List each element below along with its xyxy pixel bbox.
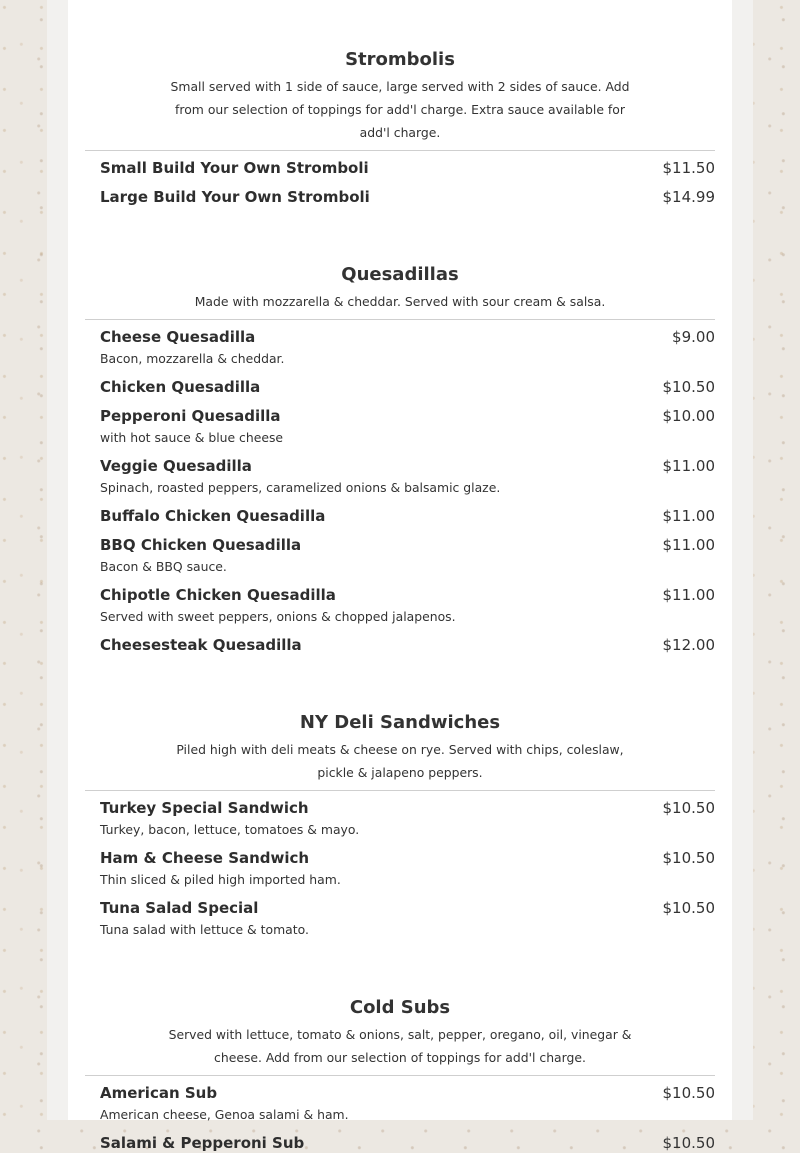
menu-item-row [100,506,715,526]
menu-item-name: Salami & Pepperoni Sub [100,1134,305,1152]
menu-item-description: Thin sliced & piled high imported ham. [100,872,341,887]
section-divider [85,1075,715,1076]
menu-item-description: Bacon & BBQ sauce. [100,559,227,574]
menu-item [100,406,715,446]
menu-item-row [100,635,715,655]
menu-item [100,187,715,207]
section-description: Small served with 1 side of sauce, large served with 2 sides of sauce. Add from our selection of toppings for add'l charge. Extra sauce available for add'l charge. [170,79,630,140]
menu-item-list [68,1083,732,1153]
menu-item-description: Served with sweet peppers, onions & chopped jalapenos. [100,609,456,624]
menu-item-name: Pepperoni Quesadilla [100,407,281,425]
menu-item-name: Chipotle Chicken Quesadilla [100,586,336,604]
menu-item [100,798,715,838]
menu-item-name: Cheese Quesadilla [100,328,256,346]
menu-item-price: $12.00 [662,636,715,654]
menu-item [100,635,715,655]
menu-item-price: $11.00 [662,536,715,554]
menu-item-row [100,1133,715,1153]
menu-item-name: American Sub [100,1084,218,1102]
menu-item-description: Turkey, bacon, lettuce, tomatoes & mayo. [100,822,360,837]
menu-item-price: $11.00 [662,457,715,475]
menu-item-name: Cheesesteak Quesadilla [100,636,302,654]
menu-item-description: with hot sauce & blue cheese [100,430,284,445]
menu-item [100,327,715,367]
menu-item-price: $10.50 [662,1134,715,1152]
menu-item-price: $11.00 [662,507,715,525]
section-description: Served with lettuce, tomato & onions, salt, pepper, oregano, oil, vinegar & cheese. Add from our selection of toppings for add'l charge. [168,1027,632,1065]
menu-item-price: $9.00 [672,328,715,346]
menu-item [100,898,715,938]
menu-item-row [100,798,715,818]
menu-item-price: $10.50 [662,378,715,396]
menu-item-row [100,377,715,397]
menu-item [100,848,715,888]
menu-item-description: American cheese, Genoa salami & ham. [100,1107,349,1122]
section-description: Made with mozzarella & cheddar. Served with sour cream & salsa. [194,294,606,309]
section-divider [85,150,715,151]
menu-item-description: Bacon, mozzarella & cheddar. [100,351,285,366]
section-title: Strombolis [345,49,455,70]
menu-item-price: $10.50 [662,849,715,867]
section-divider [85,319,715,320]
menu-section [68,48,732,207]
menu-item-list [68,158,732,207]
menu-item-row [100,327,715,347]
menu-item-price: $10.50 [662,1084,715,1102]
menu-item-row [100,187,715,207]
menu-item-row [100,456,715,476]
menu-item-description: Spinach, roasted peppers, caramelized onions & balsamic glaze. [100,480,501,495]
menu-item-row [100,848,715,868]
menu-section [68,996,732,1153]
menu-item-price: $10.50 [662,899,715,917]
menu-page [68,0,732,1152]
menu-item [100,158,715,178]
menu-item [100,535,715,575]
menu-item [100,377,715,397]
menu-item-name: Ham & Cheese Sandwich [100,849,310,867]
menu-item-name: Turkey Special Sandwich [100,799,309,817]
section-description: Piled high with deli meats & cheese on rye. Served with chips, coleslaw, pickle & jalapeno peppers. [176,742,624,780]
menu-item-row [100,898,715,918]
menu-section [68,711,732,938]
menu-item-row [100,535,715,555]
menu-item-description: Tuna salad with lettuce & tomato. [100,922,309,937]
menu-item-price: $10.00 [662,407,715,425]
menu-item [100,506,715,526]
menu-item-name: Small Build Your Own Stromboli [100,159,369,177]
menu-item-name: Large Build Your Own Stromboli [100,188,370,206]
menu-item-row [100,1083,715,1103]
section-title: Quesadillas [341,264,459,285]
menu-item-price: $10.50 [662,799,715,817]
menu-item-name: Tuna Salad Special [100,899,259,917]
menu-item-name: Veggie Quesadilla [100,457,252,475]
menu-item-name: BBQ Chicken Quesadilla [100,536,302,554]
menu-item-name: Buffalo Chicken Quesadilla [100,507,326,525]
menu-item-price: $11.00 [662,586,715,604]
menu-item [100,1083,715,1123]
menu-item-list [68,327,732,655]
menu-item-price: $11.50 [662,159,715,177]
section-divider [85,790,715,791]
menu-item [100,456,715,496]
menu-item-price: $14.99 [662,188,715,206]
menu-item-name: Chicken Quesadilla [100,378,261,396]
menu-section [68,263,732,655]
menu-item-row [100,158,715,178]
menu-item-list [68,798,732,938]
menu-item [100,585,715,625]
menu-item [100,1133,715,1153]
menu-item-row [100,406,715,426]
section-title: Cold Subs [349,997,451,1018]
menu-item-row [100,585,715,605]
section-title: NY Deli Sandwiches [299,712,501,733]
